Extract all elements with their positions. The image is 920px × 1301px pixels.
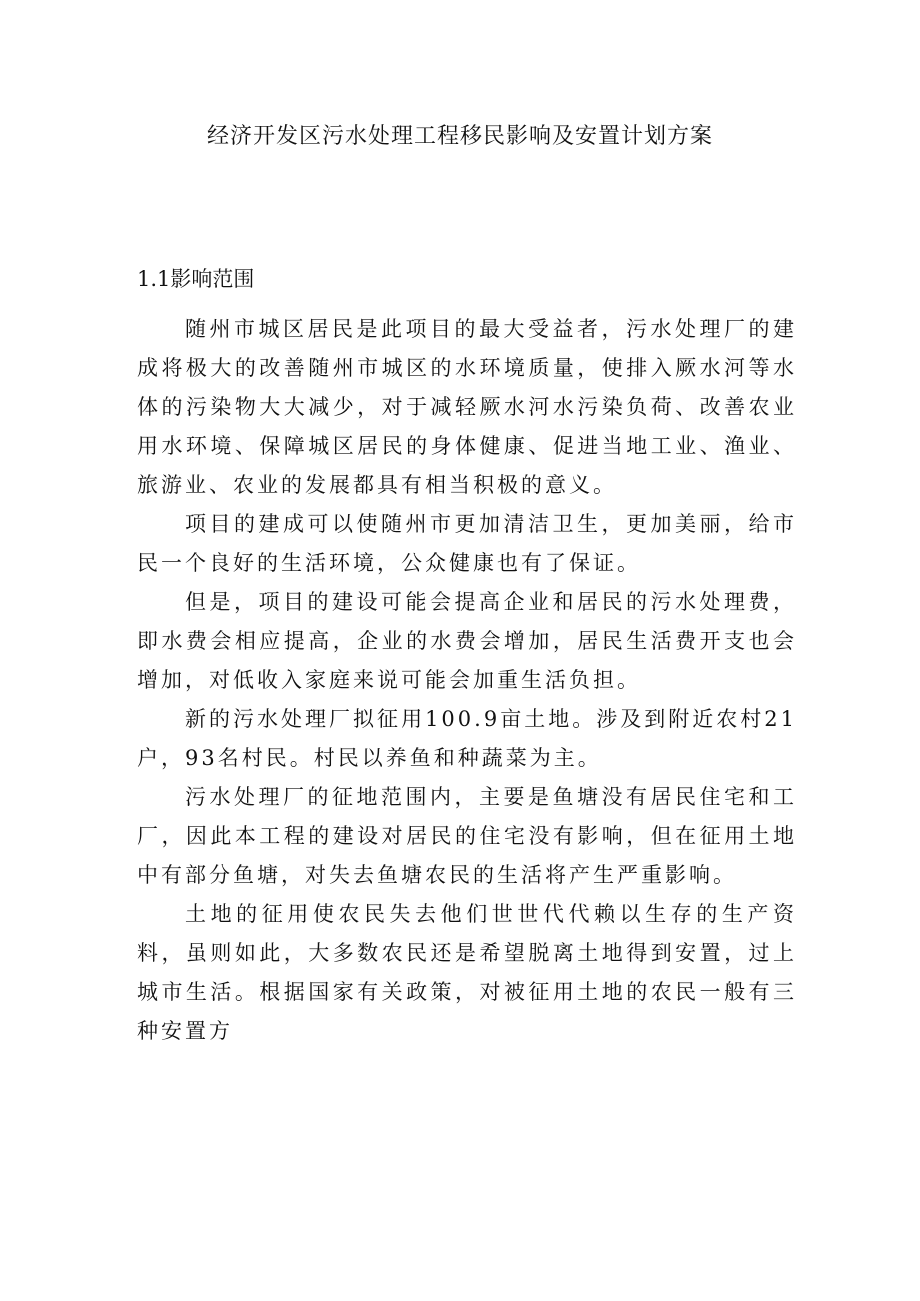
document-title: 经济开发区污水处理工程移民影响及安置计划方案 bbox=[206, 124, 713, 149]
section-body bbox=[137, 310, 797, 1051]
paragraph-city-environment: 项目的建成可以使随州市更加清洁卫生，更加美丽，给市民一个良好的生活环境，公众健康也有了保证。 bbox=[137, 512, 797, 575]
section-heading: 1.1影响范围 bbox=[137, 267, 255, 291]
paragraph-fee-increase: 但是，项目的建设可能会提高企业和居民的污水处理费，即水费会相应提高，企业的水费会增加，居民生活费开支也会增加，对低收入家庭来说可能会加重生活负担。 bbox=[137, 590, 797, 692]
paragraph-land-acquisition: 新的污水处理厂拟征用100.9亩土地。涉及到附近农村21户，93名村民。村民以养鱼和种蔬菜为主。 bbox=[137, 707, 797, 770]
paragraph-fish-ponds: 污水处理厂的征地范围内，主要是鱼塘没有居民住宅和工厂，因此本工程的建设对居民的住宅没有影响，但在征用土地中有部分鱼塘，对失去鱼塘农民的生活将产生严重影响。 bbox=[137, 785, 797, 887]
paragraph-resettlement: 土地的征用使农民失去他们世世代代赖以生存的生产资料，虽则如此，大多数农民还是希望脱离土地得到安置，过上城市生活。根据国家有关政策，对被征用土地的农民一般有三种安置方 bbox=[137, 902, 797, 1043]
paragraph-beneficiaries: 随州市城区居民是此项目的最大受益者，污水处理厂的建成将极大的改善随州市城区的水环境质量，使排入厥水河等水体的污染物大大减少，对于减轻厥水河水污染负荷、改善农业用水环境、保障城区居民的身体健康、促进当地工业、渔业、旅游业、农业的发展都具有相当积极的意义。 bbox=[137, 317, 797, 497]
